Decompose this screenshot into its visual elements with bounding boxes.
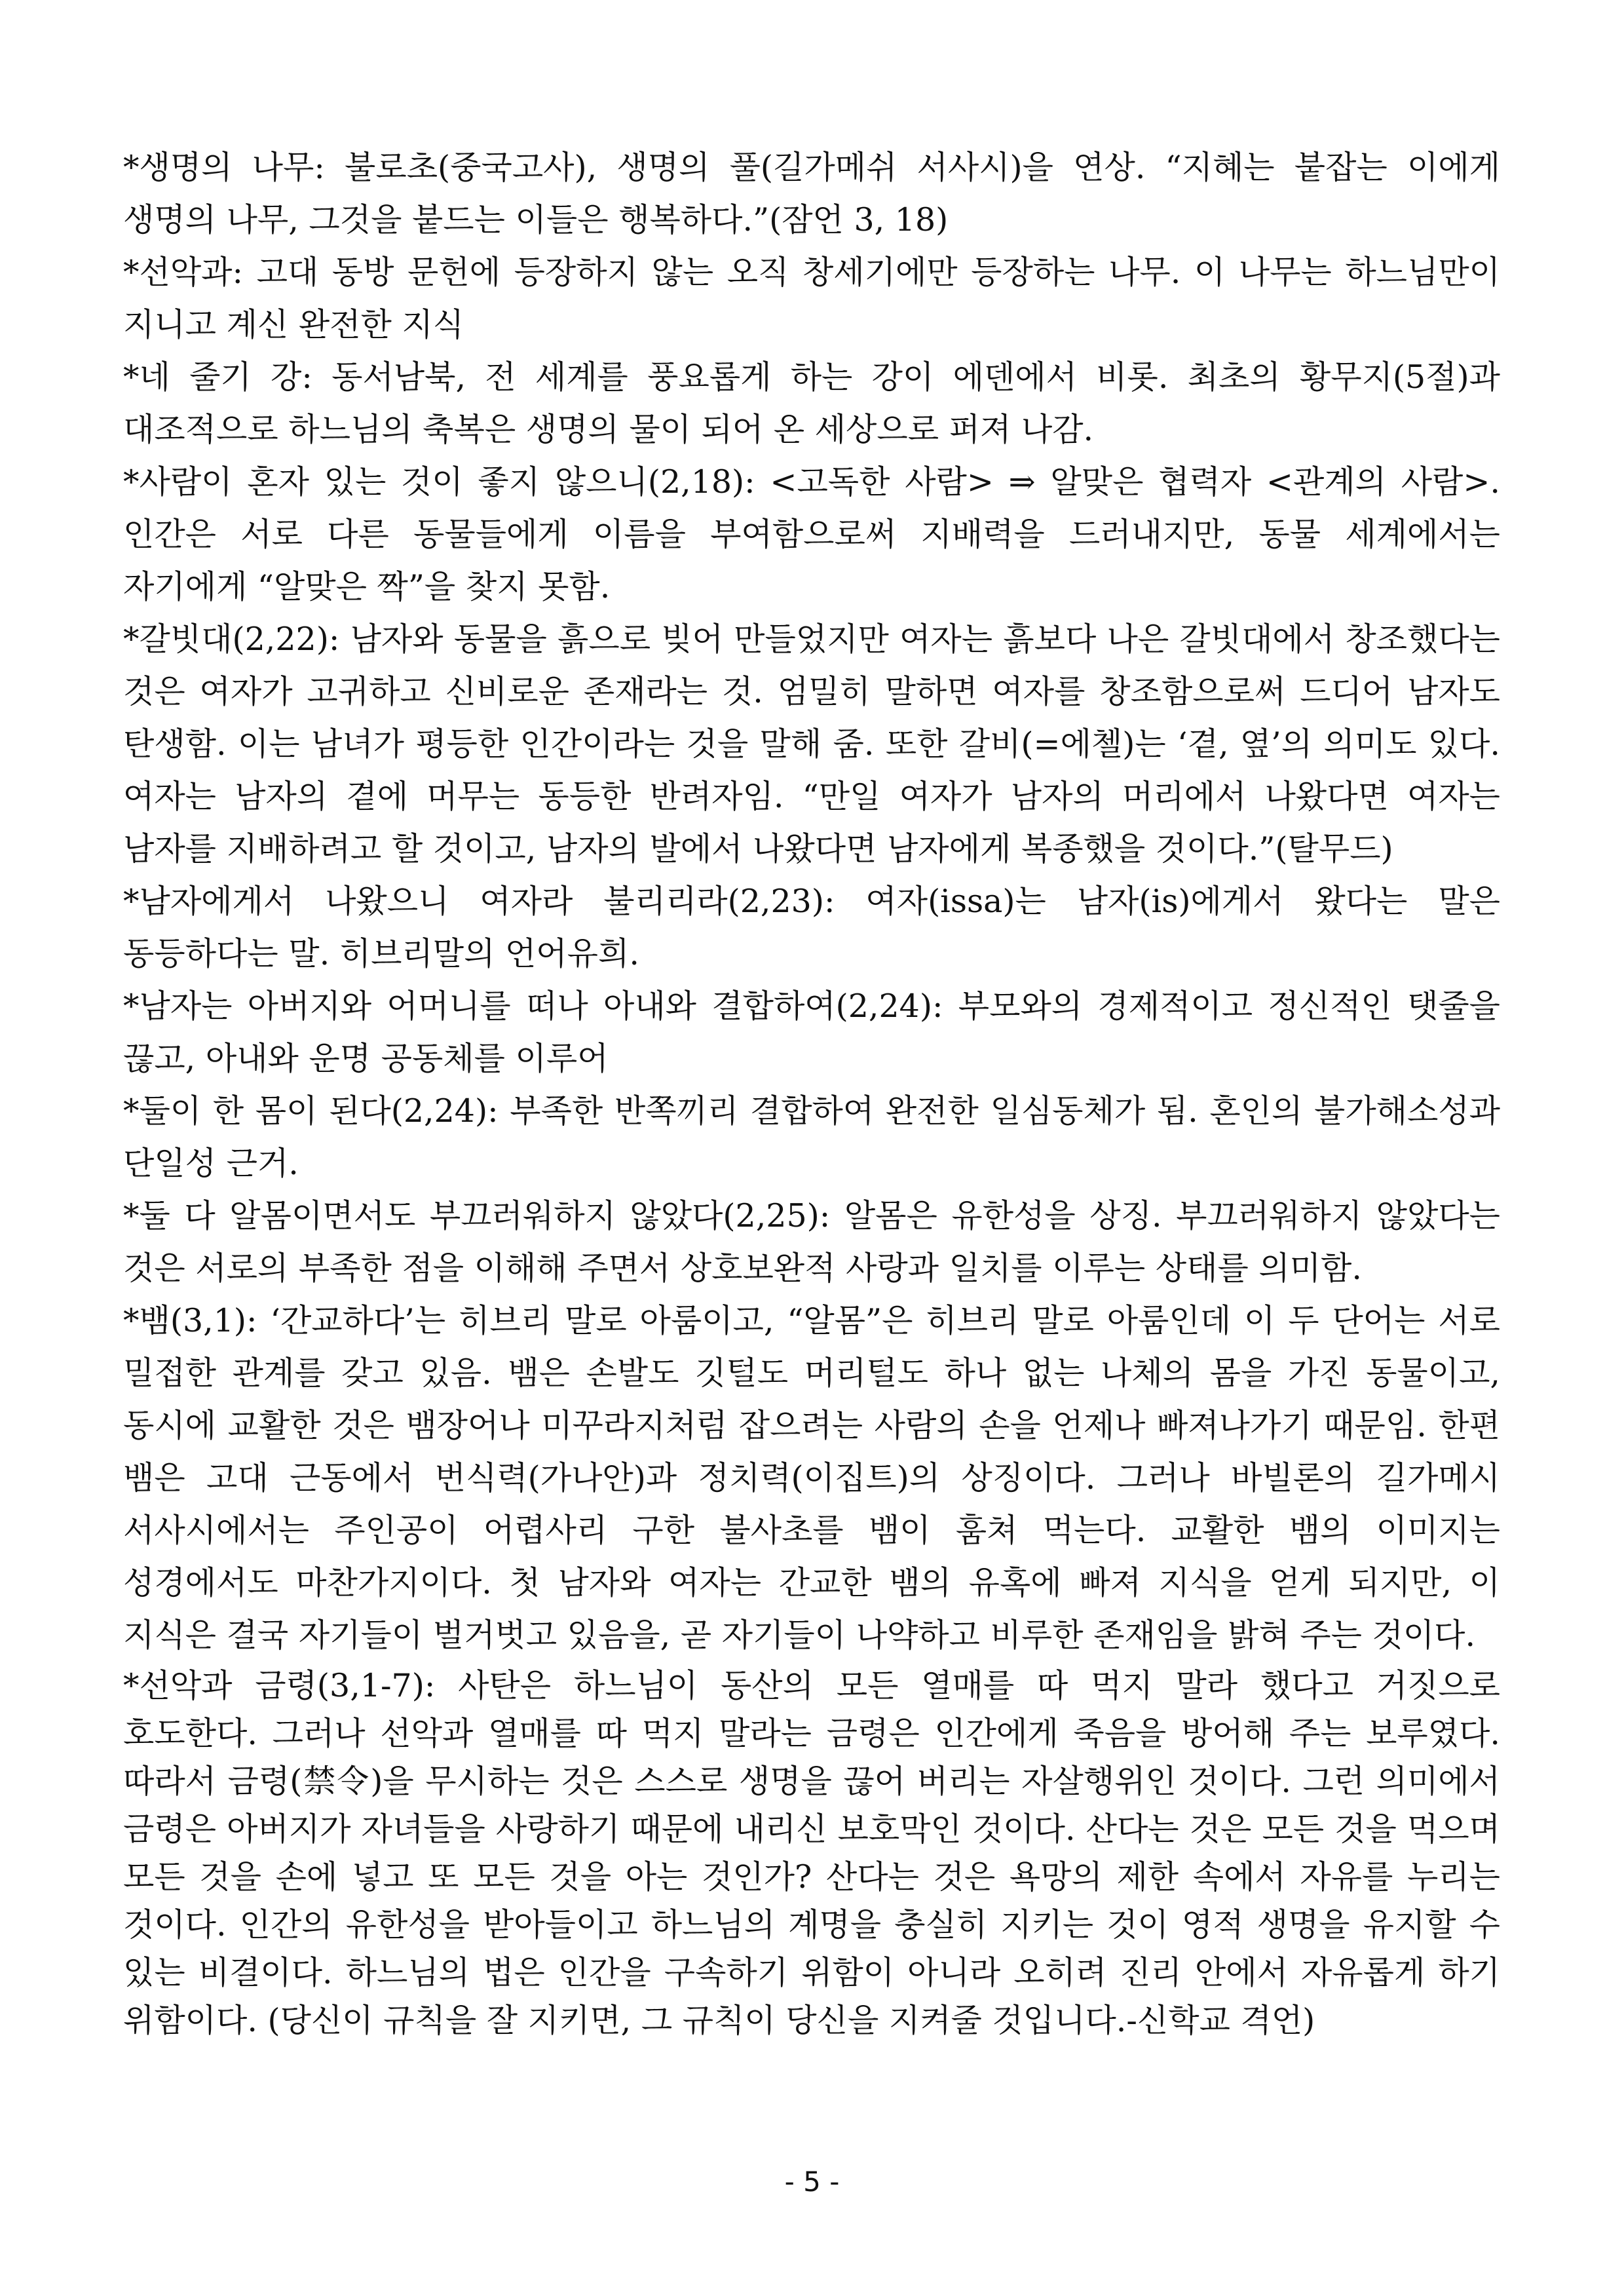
- paragraph-four-rivers: *네 줄기 강: 동서남북, 전 세계를 풍요롭게 하는 강이 에덴에서 비롯. 최초의 황무지(5절)과 대조적으로 하느님의 축복은 생명의 물이 되어 온 세상으로 퍼져 나감.: [123, 358, 1500, 448]
- paragraph-tree-of-knowledge: *선악과: 고대 동방 문헌에 등장하지 않는 오직 창세기에만 등장하는 나무. 이 나무는 하느님만이 지니고 계신 완전한 지식: [123, 254, 1500, 343]
- paragraph-serpent: *뱀(3,1): ‘간교하다’는 히브리 말로 아룸이고, “알몸”은 히브리 말로 아룸인데 이 두 단어는 서로 밀접한 관계를 갖고 있음. 뱀은 손발도 깃털도 머리털도 하나 없는 나체의 몸을 가진 동물이고, 동시에 교활한 것은 뱀장어나 미꾸라지처럼 잡으려는 사람의 손을 언제나 빠져나가기 때문임. 한편 뱀은 고대 근동에서 번식력(가나안)과 정치력(이집트)의 상징이다. 그러나 바빌론의 길가메시 서사시에서는 주인공이 어렵사리 구한 불사초를 뱀이 훔쳐 먹는다. 교활한 뱀의 이미지는 성경에서도 마찬가지이다. 첫 남자와 여자는 간교한 뱀의 유혹에 빠져 지식을 얻게 되지만, 이 지식은 결국 자기들이 벌거벗고 있음을, 곧 자기들이 나약하고 비루한 존재임을 밝혀 주는 것이다.: [123, 1302, 1500, 1654]
- paragraph-leave-parents: *남자는 아버지와 어머니를 떠나 아내와 결합하여(2,24): 부모와의 경제적이고 정신적인 탯줄을 끊고, 아내와 운명 공동체를 이루어: [123, 987, 1500, 1077]
- paragraph-prohibition: *선악과 금령(3,1-7): 사탄은 하느님이 동산의 모든 열매를 따 먹지 말라 했다고 거짓으로 호도한다. 그러나 선악과 열매를 따 먹지 말라는 금령은 인간에게 죽음을 방어해 주는 보루였다. 따라서 금령(禁令)을 무시하는 것은 스스로 생명을 끊어 버리는 자살행위인 것이다. 그런 의미에서 금령은 아버지가 자녀들을 사랑하기 때문에 내리신 보호막인 것이다. 산다는 것은 모든 것을 먹으며 모든 것을 손에 넣고 또 모든 것을 아는 것인가? 산다는 것은 욕망의 제한 속에서 자유를 누리는 것이다. 인간의 유한성을 받아들이고 하느님의 계명을 충실히 지키는 것이 영적 생명을 유지할 수 있는 비결이다. 하느님의 법은 인간을 구속하기 위함이 아니라 오히려 진리 안에서 자유롭게 하기 위함이다. (당신이 규칙을 잘 지키면, 그 규칙이 당신을 지켜줄 것입니다.-신학교 격언): [123, 1667, 1501, 2039]
- paragraph-called-woman: *남자에게서 나왔으니 여자라 불리리라(2,23): 여자(issa)는 남자(is)에게서 왔다는 말은 동등하다는 말. 히브리말의 언어유희.: [123, 883, 1500, 972]
- page-number: - 5 -: [784, 2166, 840, 2198]
- paragraph-not-good-alone: *사람이 혼자 있는 것이 좋지 않으니(2,18): <고독한 사람> ⇒ 알맞은 협력자 <관계의 사람>. 인간은 서로 다른 동물들에게 이름을 부여함으로써 지배력을 드러내지만, 동물 세계에서는 자기에게 “알맞은 짝”을 찾지 못함.: [123, 463, 1500, 605]
- paragraph-one-flesh: *둘이 한 몸이 된다(2,24): 부족한 반쪽끼리 결합하여 완전한 일심동체가 됨. 혼인의 불가해소성과 단일성 근거.: [123, 1092, 1500, 1182]
- paragraph-naked-unashamed: *둘 다 알몸이면서도 부끄러워하지 않았다(2,25): 알몸은 유한성을 상징. 부끄러워하지 않았다는 것은 서로의 부족한 점을 이해해 주면서 상호보완적 사랑과 일치를 이루는 상태를 의미함.: [123, 1197, 1500, 1287]
- document-body: [123, 142, 1500, 2044]
- paragraph-rib: *갈빗대(2,22): 남자와 동물을 흙으로 빚어 만들었지만 여자는 흙보다 나은 갈빗대에서 창조했다는 것은 여자가 고귀하고 신비로운 존재라는 것. 엄밀히 말하면 여자를 창조함으로써 드디어 남자도 탄생함. 이는 남녀가 평등한 인간이라는 것을 말해 줌. 또한 갈비(=에첼)는 ‘곁, 옆’의 의미도 있다. 여자는 남자의 곁에 머무는 동등한 반려자임. “만일 여자가 남자의 머리에서 나왔다면 여자는 남자를 지배하려고 할 것이고, 남자의 발에서 나왔다면 남자에게 복종했을 것이다.”(탈무드): [123, 621, 1500, 868]
- paragraph-tree-of-life: *생명의 나무: 불로초(중국고사), 생명의 풀(길가메쉬 서사시)을 연상. “지혜는 붙잡는 이에게 생명의 나무, 그것을 붙드는 이들은 행복하다.”(잠언 3, 18): [123, 149, 1500, 239]
